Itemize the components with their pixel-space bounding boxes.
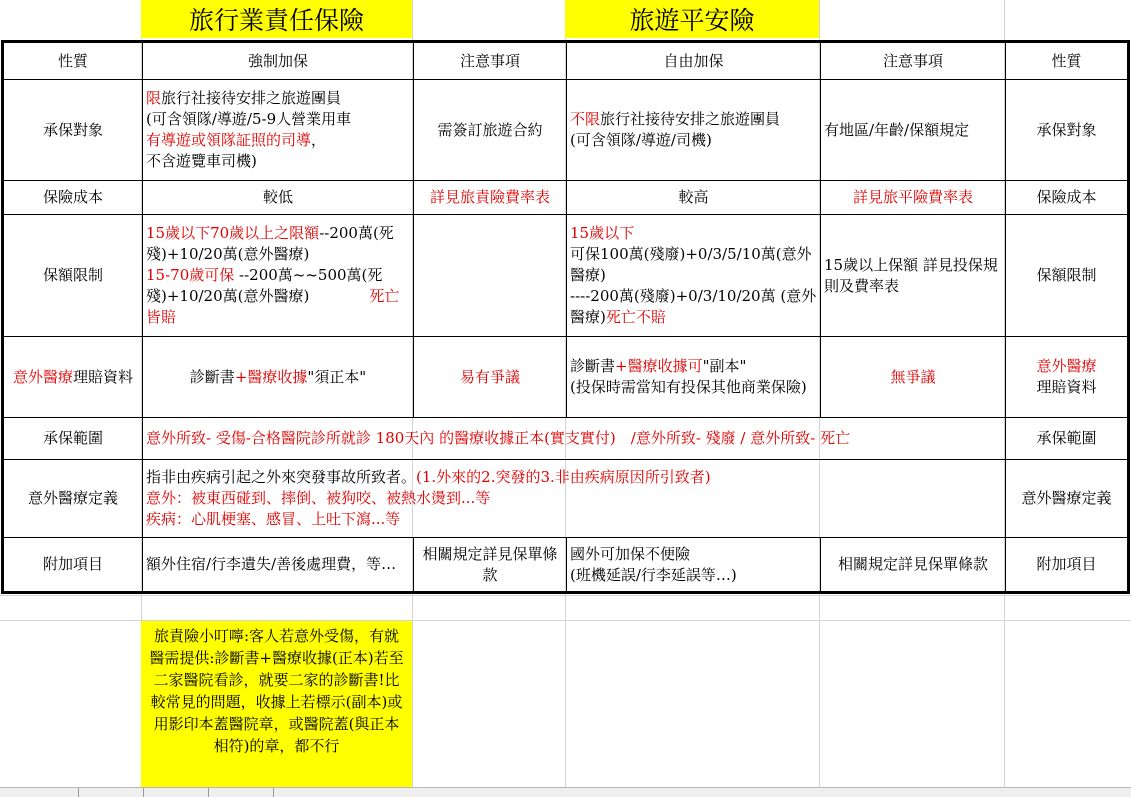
cell-voluntary-cost[interactable]: 較高 (567, 181, 821, 215)
cell-mandatory-limit[interactable] (143, 215, 414, 337)
text-limit-2: --200萬~~500萬(死殘)+10/20萬(意外醫療) (146, 266, 383, 305)
text-claim-label: 理賠資料 (73, 367, 134, 386)
text-mand-target-4: 不含遊覽車司機) (146, 152, 257, 170)
table-row-extras (3, 538, 1129, 593)
text-claim-v1: 診斷書 (570, 357, 616, 375)
row-label-right-cost[interactable]: 保險成本 (1006, 181, 1129, 215)
text-definition-accident: 意外：被東西碰到、摔倒、被狗咬、被熱水燙到...等 (146, 489, 491, 507)
sheet-tab-2[interactable] (143, 788, 144, 797)
row-label-extras[interactable]: 附加項目 (3, 538, 143, 593)
text-mand-target-2: (可含領隊/導遊/5-9人營業用車 (146, 110, 352, 128)
row-label-coverage-target[interactable]: 承保對象 (3, 80, 143, 181)
text-claim-label-red: 意外醫療 (12, 367, 73, 386)
text-definition-1-red: (1.外來的2.突發的3.非由疾病原因所引致者) (416, 468, 711, 486)
text-claim-m-red: +醫療收據 (234, 367, 308, 386)
text-mand-target-1: 旅行社接待安排之旅遊團員 (161, 89, 342, 107)
row-label-right-scope[interactable]: 承保範圍 (1006, 418, 1129, 460)
cell-mandatory-coverage-target[interactable] (143, 80, 414, 181)
header-mandatory[interactable]: 強制加保 (143, 42, 414, 80)
header-nature-right[interactable]: 性質 (1006, 42, 1129, 80)
cell-note1-claim[interactable]: 易有爭議 (414, 337, 567, 418)
text-claim-v2: "副本" (702, 357, 747, 375)
cell-definition[interactable] (143, 460, 1006, 538)
cell-note1-coverage-target[interactable]: 需簽訂旅遊合約 (414, 80, 567, 181)
cell-note1-limit[interactable] (414, 215, 567, 337)
text-vol-limit-red1: 15歲以下 (570, 224, 635, 242)
table-row-cost (3, 181, 1129, 215)
cell-scope[interactable]: 意外所致- 受傷-合格醫院診所就診 180天內 的醫療收據正本(實支實付) /意外所致- 殘廢 / 意外所致- 死亡 (143, 418, 1006, 460)
row-label-claim[interactable] (3, 337, 143, 418)
cell-voluntary-limit[interactable] (567, 215, 821, 337)
text-mand-target-3: ， (311, 131, 327, 149)
table-row-definition (3, 460, 1129, 538)
row-label-scope[interactable]: 承保範圍 (3, 418, 143, 460)
text-claim-right-red: 意外醫療 (1036, 357, 1097, 375)
cell-note2-coverage-target[interactable]: 有地區/年齡/保額規定 (821, 80, 1006, 181)
text-claim-right: 理賠資料 (1036, 378, 1097, 396)
header-notes-1[interactable]: 注意事項 (414, 42, 567, 80)
row-label-right-coverage-target[interactable]: 承保對象 (1006, 80, 1129, 181)
header-nature-left[interactable]: 性質 (3, 42, 143, 80)
title-travel-liability-insurance: 旅行業責任保險 (141, 0, 412, 38)
cell-mandatory-cost[interactable]: 較低 (143, 181, 414, 215)
row-label-limit[interactable]: 保額限制 (3, 215, 143, 337)
table-header-row (3, 42, 1129, 80)
text-death-covered: 死亡皆賠 (146, 287, 400, 326)
cell-mandatory-extras[interactable]: 額外住宿/行李遺失/善後處理費，等… (143, 538, 414, 593)
row-label-right-limit[interactable]: 保額限制 (1006, 215, 1129, 337)
row-label-right-claim[interactable] (1006, 337, 1129, 418)
text-claim-v3: (投保時需當知有投保其他商業保險) (570, 378, 807, 396)
tip-note[interactable]: 旅責險小叮嚀:客人若意外受傷，有就醫需提供:診斷書+醫療收據(正本)若至二家醫院看診，就要二家的診斷書!比較常見的問題，收據上若標示(副本)或用影印本蓋醫院章，或醫院蓋(與正本相符)的章，都不行 (141, 621, 412, 787)
cell-voluntary-claim[interactable] (567, 337, 821, 418)
table-row-limit (3, 215, 1129, 337)
text-vol-limit-2: ----200萬(殘廢)+0/3/10/20萬 (意外醫療) (570, 287, 817, 326)
text-limit-1: --200萬(死殘)+10/20萬(意外醫療) (146, 224, 394, 263)
header-voluntary[interactable]: 自由加保 (567, 42, 821, 80)
cell-voluntary-coverage-target[interactable] (567, 80, 826, 181)
sheet-tab-3[interactable] (208, 788, 209, 797)
text-claim-v-red: +醫療收據可 (615, 357, 703, 375)
text-death-not-covered: 死亡不賠 (605, 308, 666, 326)
cell-note2-limit[interactable]: 15歲以上保額 詳見投保規則及費率表 (821, 215, 1006, 337)
text-limit-red2: 15-70歲可保 (146, 266, 235, 284)
text-limit-red1: 15歲以下70歲以上之限額 (146, 224, 320, 242)
cell-note1-cost[interactable]: 詳見旅責險費率表 (414, 181, 567, 215)
header-notes-2[interactable]: 注意事項 (821, 42, 1006, 80)
table-row-scope (3, 418, 1129, 460)
text-definition-illness: 疾病：心肌梗塞、感冒、上吐下瀉...等 (146, 510, 401, 528)
text-unrestricted: 不限 (570, 110, 601, 128)
cell-note1-extras[interactable]: 相關規定詳見保單條款 (414, 538, 567, 593)
text-claim-m2: "須正本" (307, 367, 367, 386)
sheet-tab-1[interactable] (78, 788, 79, 797)
cell-mandatory-claim[interactable] (143, 337, 414, 418)
text-vol-target: 旅行社接待安排之旅遊團員 (可含領隊/導遊/司機) (570, 110, 826, 149)
sheet-tab-4[interactable] (273, 788, 274, 797)
cell-note2-claim[interactable]: 無爭議 (821, 337, 1006, 418)
text-mand-target-red: 有導遊或領隊証照的司導 (146, 131, 312, 149)
cell-voluntary-extras[interactable]: 國外可加保不便險 (班機延誤/行李延誤等…) (567, 538, 821, 593)
table-row-coverage-target (3, 80, 1129, 181)
text-claim-m1: 診斷書 (189, 367, 235, 386)
table-row-claim (3, 337, 1129, 418)
row-label-right-extras[interactable]: 附加項目 (1006, 538, 1129, 593)
text-restricted: 限 (146, 89, 162, 107)
comparison-table (1, 40, 1130, 594)
row-label-cost[interactable]: 保險成本 (3, 181, 143, 215)
text-definition-1: 指非由疾病引起之外來突發事故所致者。 (146, 468, 417, 486)
row-label-definition[interactable]: 意外醫療定義 (3, 460, 143, 538)
cell-note2-extras[interactable]: 相關規定詳見保單條款 (821, 538, 1006, 593)
row-label-right-definition[interactable]: 意外醫療定義 (1006, 460, 1129, 538)
text-vol-limit-1: 可保100萬(殘廢)+0/3/5/10萬(意外醫療) (570, 245, 812, 284)
sheet-tab-bar (0, 787, 1131, 797)
title-travel-accident-insurance: 旅遊平安險 (565, 0, 819, 38)
cell-note2-cost[interactable]: 詳見旅平險費率表 (821, 181, 1006, 215)
